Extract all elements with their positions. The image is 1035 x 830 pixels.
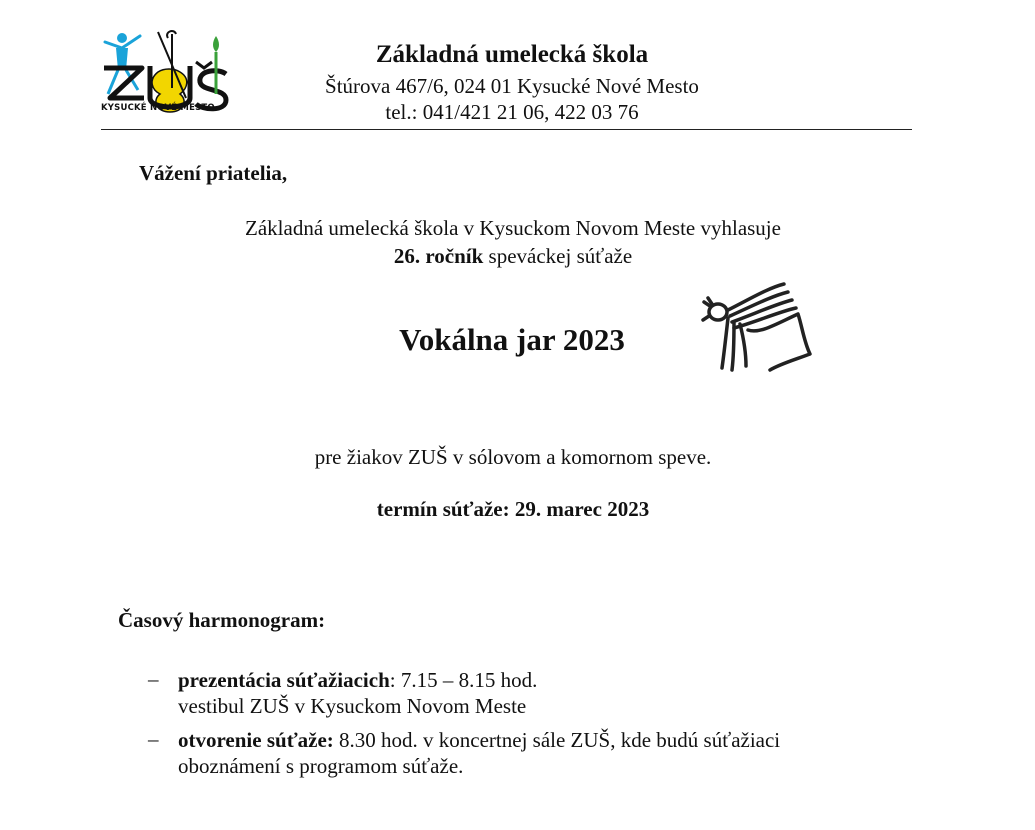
logo-caption: KYSUCKÉ NOVÉ MESTO <box>101 103 215 113</box>
school-name: Základná umelecká škola <box>375 41 649 68</box>
target-audience: pre žiakov ZUŠ v sólovom a komornom speve. <box>314 445 712 469</box>
schedule-item-text: 8.30 hod. v koncertnej sále ZUŠ, kde budú súťažiaci <box>333 728 781 752</box>
intro-line-1: Základná umelecká škola v Kysuckom Novom Meste vyhlasuje <box>245 216 781 240</box>
angel-drawing-icon <box>700 280 815 375</box>
schedule-item-text: : 7.15 – 8.15 hod. <box>389 668 538 692</box>
list-dash: – <box>148 727 159 751</box>
event-title: Vokálna jar 2023 <box>399 322 625 357</box>
competition-date: termín súťaže: 29. marec 2023 <box>376 497 650 521</box>
schedule-item-line-2: vestibul ZUŠ v Kysuckom Novom Meste <box>178 694 527 718</box>
schedule-item-label: prezentácia súťažiacich <box>178 668 390 692</box>
schedule-item-label: otvorenie súťaže: <box>178 728 334 752</box>
intro-line-2-rest: speváckej súťaže <box>483 244 633 268</box>
greeting: Vážení priatelia, <box>139 161 288 185</box>
list-dash: – <box>148 667 159 691</box>
school-phone: tel.: 041/421 21 06, 422 03 76 <box>385 100 639 124</box>
intro-line-2 <box>0 244 1026 269</box>
edition-number: 26. ročník <box>393 244 484 268</box>
schedule-item-line-2: oboznámení s programom súťaže. <box>178 754 464 778</box>
schedule-title: Časový harmonogram: <box>118 608 326 632</box>
header-divider <box>101 129 912 130</box>
school-address: Štúrova 467/6, 024 01 Kysucké Nové Mesto <box>325 74 699 98</box>
